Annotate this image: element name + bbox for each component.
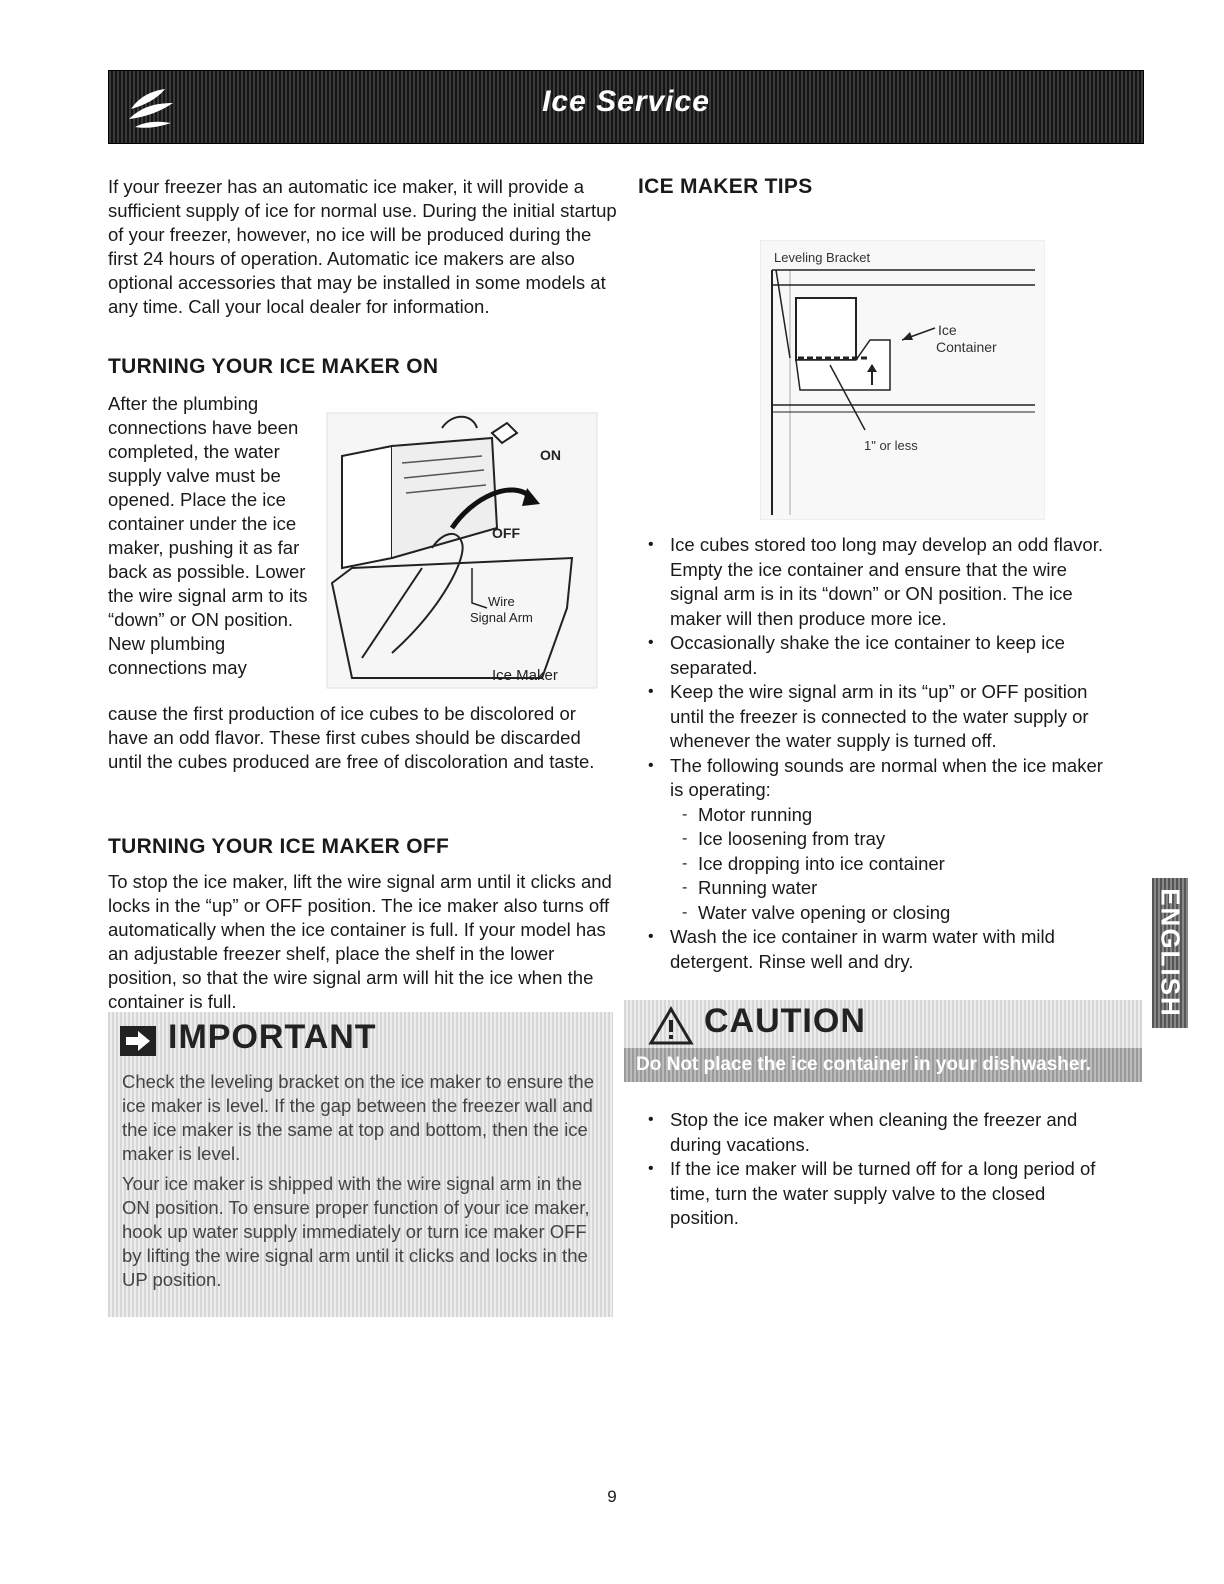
intro-paragraph: If your freezer has an automatic ice maker, it will provide a sufficient supply of ice for normal use. During the initial startup of your freezer, however, no ice will be produced during the first 24 hours of operation. Automatic ice makers are also optional accessories that may be installed in some models at any time. Call your local dealer for information. [108,176,617,317]
ice-label: Ice [938,322,957,338]
turning-off-heading: TURNING YOUR ICE MAKER OFF [108,835,450,858]
important-box [108,1012,613,1317]
leveling-figure [760,240,1045,520]
important-para-2: Your ice maker is shipped with the wire signal arm in the ON position. To ensure proper function of your ice maker, hook up water supply immediately or turn ice maker OFF by lifting the wire signal arm until it clicks and locks in the UP position. [122,1173,590,1290]
page-title: Ice Service [542,85,710,118]
language-tab-label: ENGLISH [1155,888,1186,1018]
list-item: - Motor running [682,803,1118,828]
important-body [122,1070,602,1298]
page-number: 9 [607,1487,617,1506]
caution-box [624,1000,1142,1082]
list-item: • Keep the wire signal arm in its “up” or OFF position until the freezer is connected to the water supply or whenever the water supply is turned off. [648,680,1118,754]
off-label: OFF [492,525,520,541]
list-item: • Occasionally shake the ice container to keep ice separated. [648,631,1118,680]
sounds-list [670,803,1118,926]
important-para-1: Check the leveling bracket on the ice maker to ensure the ice maker is level. If the gap between the freezer wall and the ice maker is the same at top and bottom, then the ice maker is level. [122,1071,595,1164]
list-item: • Stop the ice maker when cleaning the freezer and during vacations. [648,1108,1118,1157]
container-label: Container [936,339,997,355]
ice-maker-figure [322,408,602,693]
turning-on-heading: TURNING YOUR ICE MAKER ON [108,355,439,378]
list-item: - Ice loosening from tray [682,827,1118,852]
warning-icon [648,1006,694,1046]
turning-off-body: To stop the ice maker, lift the wire signal arm until it clicks and locks in the “up” or OFF position. The ice maker also turns off automatically when the ice container is full. If your model has an adjustable freezer shelf, place the shelf in the lower position, so that the wire signal arm will hit the ice when the container is full. [108,871,612,1012]
list-item: - Water valve opening or closing [682,901,1118,926]
arrow-right-icon [120,1026,156,1056]
tips-list-after [648,1108,1118,1231]
list-item: • If the ice maker will be turned off for a long period of time, turn the water supply valve to the closed position. [648,1157,1118,1231]
caution-text: Do Not place the ice container in your dishwasher. [624,1048,1142,1082]
section-banner [108,70,1144,144]
wire-label: Wire [488,594,515,609]
turning-on-body-rest: cause the first production of ice cubes to be discolored or have an odd flavor. These first cubes should be discarded until the cubes produced are free of discoloration and taste. [108,703,595,772]
list-item: - Ice dropping into ice container [682,852,1118,877]
bracket-label: Leveling Bracket [774,250,871,265]
list-item: - Running water [682,876,1118,901]
list-item: • Wash the ice container in warm water with mild detergent. Rinse well and dry. [648,925,1118,974]
list-item: • Ice cubes stored too long may develop an odd flavor. Empty the ice container and ensure that the wire signal arm is in its “down” or ON position. The ice maker will then produce more ice. [648,533,1118,631]
list-item [648,754,1118,926]
language-tab [1152,878,1188,1028]
signal-arm-label: Signal Arm [470,610,533,625]
tips-heading: ICE MAKER TIPS [638,175,813,198]
important-title: IMPORTANT [168,1018,377,1056]
ice-maker-label: Ice Maker [492,667,558,684]
gap-label: 1" or less [864,438,918,453]
caution-title: CAUTION [704,1002,866,1040]
on-label: ON [540,447,561,463]
sounds-intro: The following sounds are normal when the ice maker is operating: [670,754,1103,800]
turning-on-body-wrap: After the plumbing connections have been completed, the water supply valve must be opened. Place the ice container under the ice maker, pushing it as far back as possible. Lower the wire signal arm to its “down” or ON position. New plumbing connections may [108,393,308,678]
tips-list [648,533,1118,974]
